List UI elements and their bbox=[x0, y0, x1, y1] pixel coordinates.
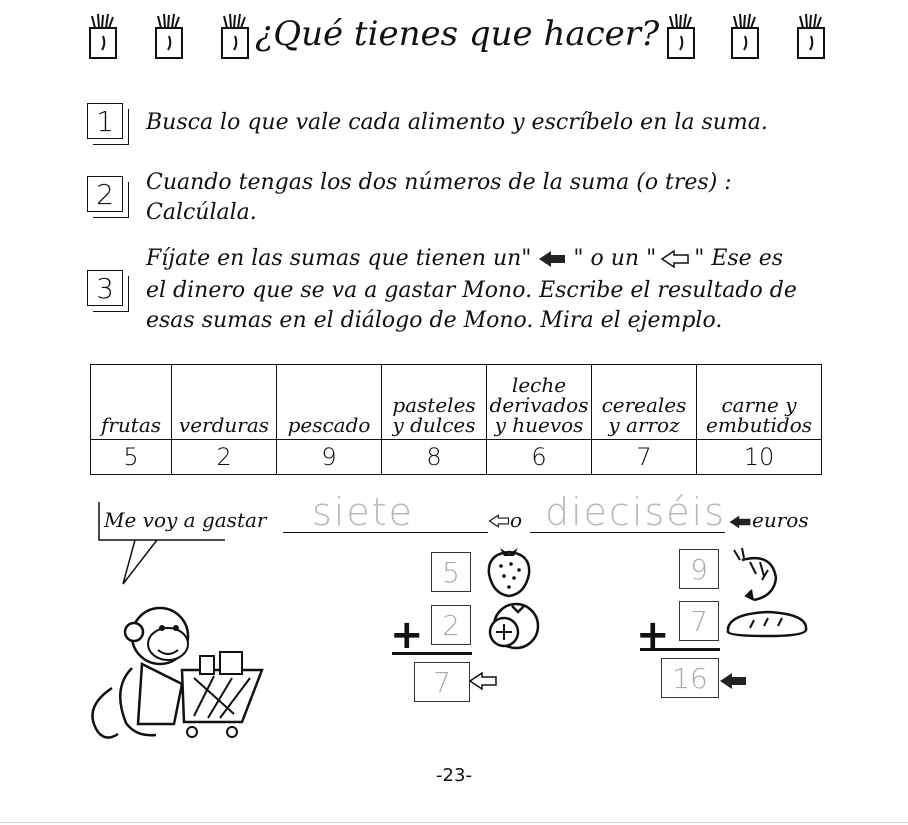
pencil-cup-icon bbox=[794, 12, 828, 60]
sum-left-result: 7 bbox=[414, 662, 470, 702]
price-table-values-row bbox=[91, 440, 822, 475]
bread-icon bbox=[724, 608, 808, 638]
step-number-2: 2 bbox=[87, 176, 123, 212]
sum-left-line bbox=[392, 652, 472, 655]
pencil-cup-icon bbox=[218, 12, 252, 60]
header-label: frutas bbox=[100, 413, 162, 437]
sum-right-middle: 7 bbox=[679, 601, 719, 641]
header-label: leche bbox=[511, 373, 567, 397]
price-table bbox=[90, 364, 822, 475]
price-cell: 6 bbox=[487, 440, 592, 475]
page-number: -23- bbox=[436, 765, 472, 786]
outline-arrow-icon bbox=[488, 512, 510, 530]
sum-right-line bbox=[640, 648, 720, 651]
plus-sign: + bbox=[636, 612, 670, 658]
answer-word-1: siete bbox=[312, 490, 415, 534]
pencil-cup-icon bbox=[152, 12, 186, 60]
answer-word-2: dieciséis bbox=[545, 490, 727, 534]
page-bottom-divider bbox=[0, 822, 908, 823]
price-cell: 7 bbox=[592, 440, 697, 475]
solid-arrow-icon bbox=[718, 670, 748, 692]
header-carne bbox=[697, 365, 822, 440]
step-2-line-2: Calcúlala. bbox=[146, 200, 257, 225]
step-3-text-b: " o un " bbox=[573, 246, 657, 271]
header-label: pasteles bbox=[392, 393, 476, 417]
step-3-line-1 bbox=[146, 244, 783, 274]
step-3-text-c: " Ese es bbox=[694, 246, 784, 271]
sum-left-top: 5 bbox=[431, 552, 471, 592]
header-label: pescado bbox=[287, 413, 371, 437]
outline-arrow-icon bbox=[468, 670, 498, 692]
price-cell: 8 bbox=[382, 440, 487, 475]
step-number-3: 3 bbox=[87, 270, 123, 306]
outline-arrow-icon bbox=[660, 249, 690, 269]
header-label: verduras bbox=[178, 413, 270, 437]
plus-sign: + bbox=[390, 612, 424, 658]
page-title: ¿Qué tienes que hacer? bbox=[255, 14, 660, 54]
header-label: cereales bbox=[601, 393, 687, 417]
dialog-prefix: Me voy a gastar bbox=[104, 508, 267, 532]
dialog-connector: o bbox=[510, 508, 523, 532]
tomato-icon bbox=[486, 600, 542, 650]
header-label: y arroz bbox=[608, 413, 680, 437]
price-cell: 10 bbox=[697, 440, 822, 475]
step-number-1: 1 bbox=[87, 103, 123, 139]
header-pescado bbox=[277, 365, 382, 440]
header-verduras bbox=[172, 365, 277, 440]
pencil-cup-icon bbox=[86, 12, 120, 60]
sum-right-result: 16 bbox=[661, 658, 719, 698]
header-label: embutidos bbox=[705, 413, 813, 437]
shrimp-icon bbox=[732, 546, 784, 602]
step-3-line-2: el dinero que se va a gastar Mono. Escribe el resultado de bbox=[146, 278, 797, 303]
price-cell: 9 bbox=[277, 440, 382, 475]
price-cell: 2 bbox=[172, 440, 277, 475]
step-3-text-a: Fíjate en las sumas que tienen un" bbox=[146, 246, 532, 271]
step-3-line-3: esas sumas en el diálogo de Mono. Mira el ejemplo. bbox=[146, 308, 723, 333]
header-label: carne y bbox=[721, 393, 797, 417]
solid-arrow-icon bbox=[728, 513, 752, 531]
sum-right-top: 9 bbox=[679, 549, 719, 589]
header-label: y huevos bbox=[494, 413, 584, 437]
strawberry-icon bbox=[484, 542, 534, 598]
header-frutas bbox=[91, 365, 172, 440]
price-cell: 5 bbox=[91, 440, 172, 475]
pencil-cup-icon bbox=[664, 12, 698, 60]
dialog-suffix: euros bbox=[752, 508, 809, 532]
header-label: derivados bbox=[489, 393, 589, 417]
sum-left-middle: 2 bbox=[431, 605, 471, 645]
step-1-text: Busca lo que vale cada alimento y escríbelo en la suma. bbox=[146, 110, 768, 135]
header-pasteles bbox=[382, 365, 487, 440]
pencil-cup-icon bbox=[728, 12, 762, 60]
step-2-line-1: Cuando tengas los dos números de la suma (o tres) : bbox=[146, 170, 732, 195]
header-label: y dulces bbox=[392, 413, 476, 437]
header-cereales bbox=[592, 365, 697, 440]
solid-arrow-icon bbox=[537, 249, 567, 269]
monkey-shopping-cart-icon bbox=[82, 598, 267, 743]
header-leche bbox=[487, 365, 592, 440]
price-table-header-row bbox=[91, 365, 822, 440]
